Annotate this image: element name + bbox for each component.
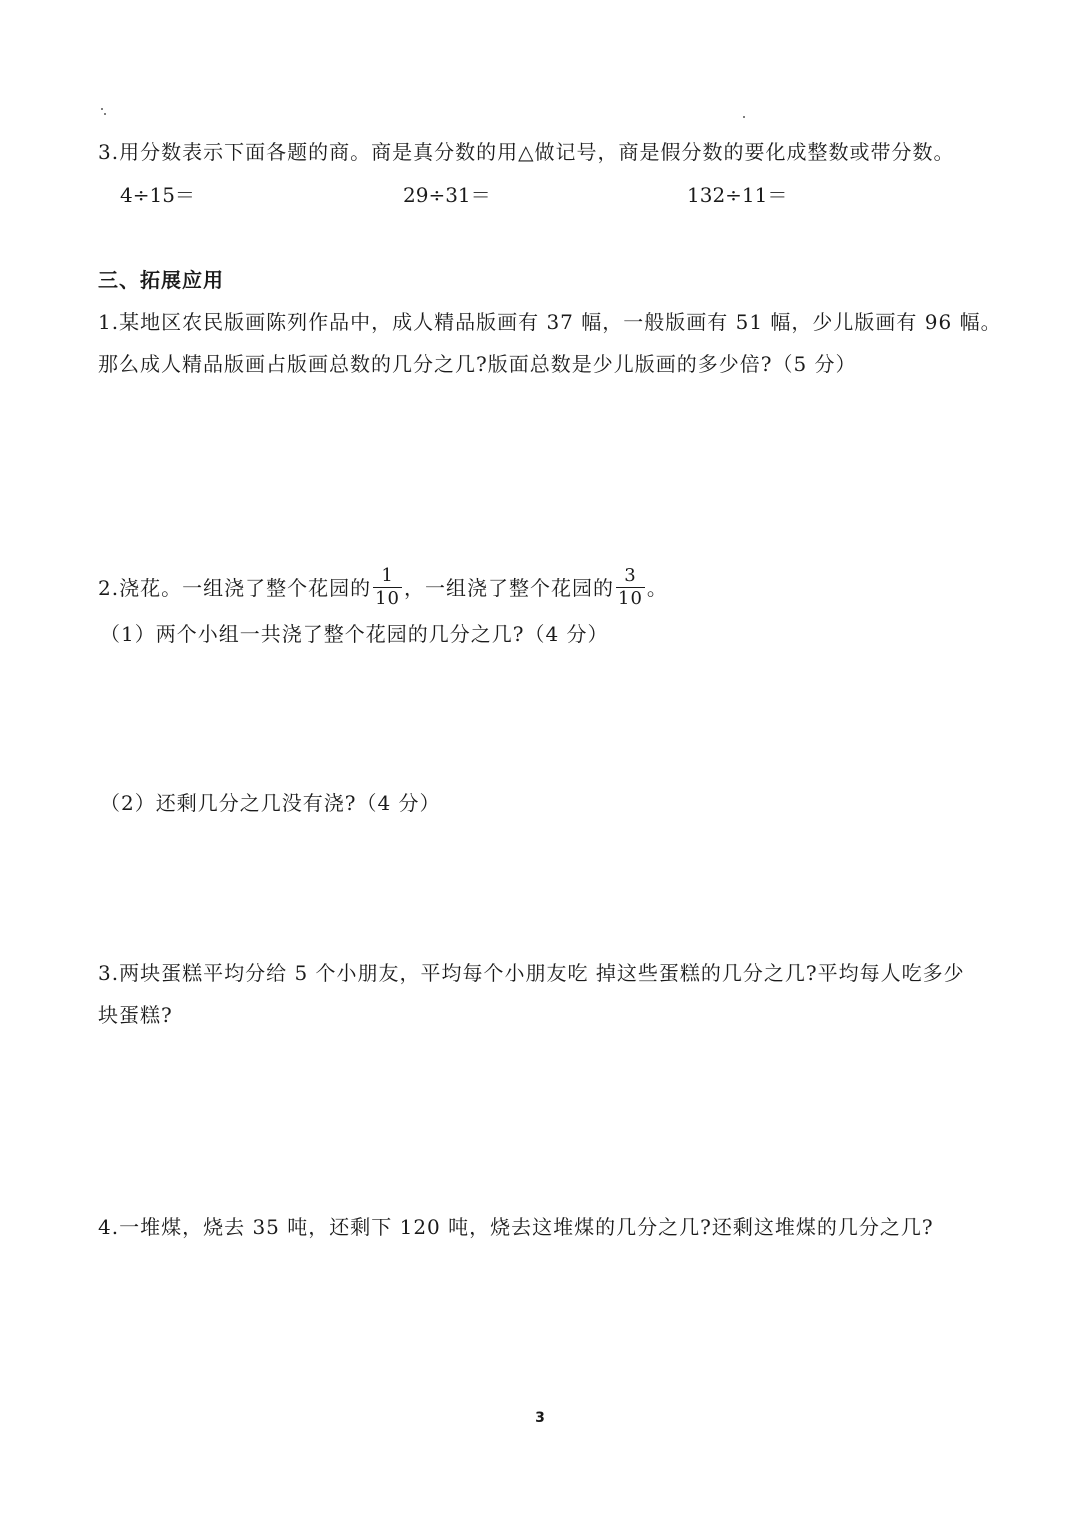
expression-1: 4÷15＝: [120, 183, 195, 207]
question-2-prompt: [98, 565, 668, 611]
section-heading: 三、拓展应用: [98, 268, 224, 292]
fraction-denominator: 10: [618, 588, 643, 609]
question-3-line-1: 3.两块蛋糕平均分给 5 个小朋友，平均每个小朋友吃 掉这些蛋糕的几分之几?平均每人吃多少: [98, 961, 965, 985]
question-4-prompt: 4.一堆煤，烧去 35 吨，还剩下 120 吨，烧去这堆煤的几分之几?还剩这堆煤的几分之几?: [98, 1215, 934, 1239]
question-3-prompt: 3.用分数表示下面各题的商。商是真分数的用△做记号，商是假分数的要化成整数或带分数。: [98, 140, 955, 164]
question-2-middle: ，一组浇了整个花园的: [404, 576, 614, 600]
question-3-line-2: 块蛋糕?: [98, 1003, 173, 1027]
fraction-numerator: 3: [616, 566, 645, 588]
fraction-numerator: 1: [373, 566, 402, 588]
question-2-prefix: 2.浇花。一组浇了整个花园的: [98, 576, 372, 600]
expression-2: 29÷31＝: [403, 183, 491, 207]
question-2-part-2: （2）还剩几分之几没有浇?（4 分）: [100, 791, 441, 815]
fraction-denominator: 10: [375, 588, 400, 609]
page-number: 3: [535, 1410, 545, 1426]
stray-mark: [104, 113, 106, 115]
question-2-part-1: （1）两个小组一共浇了整个花园的几分之几?（4 分）: [100, 622, 609, 646]
expression-3: 132÷11＝: [687, 183, 788, 207]
fraction-one-tenth: [373, 566, 402, 609]
question-2-suffix: 。: [646, 576, 668, 600]
stray-mark: [101, 108, 103, 110]
stray-mark: [743, 116, 745, 118]
question-1-line-2: 那么成人精品版画占版画总数的几分之几?版面总数是少儿版画的多少倍?（5 分）: [98, 352, 857, 376]
fraction-three-tenths: [616, 566, 645, 609]
question-1-line-1: 1.某地区农民版画陈列作品中，成人精品版画有 37 幅，一般版画有 51 幅，少儿版画有 96 幅。: [98, 310, 1002, 334]
